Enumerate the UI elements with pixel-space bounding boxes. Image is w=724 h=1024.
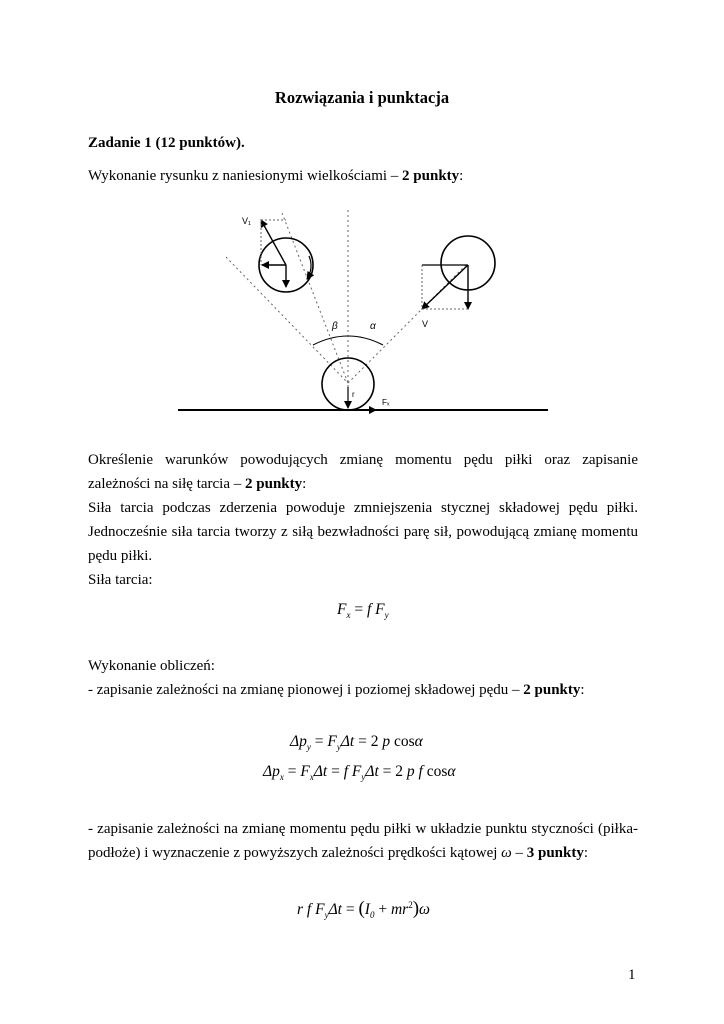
- page-title: Rozwiązania i punktacja: [274, 88, 450, 107]
- item-angular-dash: –: [511, 845, 527, 861]
- item-angular-colon: :: [583, 845, 589, 861]
- item-momentum-text: - zapisanie zależności na zmianę pionowej i poziomej składowej pędu –: [88, 682, 524, 698]
- equation-angular: r f $F_y\Delta t = (I_0 + mr^2)\omega$: [297, 898, 430, 921]
- page-number: 1: [628, 967, 636, 983]
- label-alpha: α: [370, 321, 376, 332]
- label-beta: β: [332, 321, 338, 332]
- equation-py: $\Delta p_y = F_y\Delta t = 2$ p cosα: [290, 733, 423, 753]
- item-conditions-colon: :: [302, 476, 307, 492]
- item-angular-points: 3 punkty: [526, 845, 584, 861]
- label-fx: Fₓ: [382, 398, 390, 407]
- item-drawing: [88, 164, 638, 188]
- label-v1: V₁: [242, 216, 252, 226]
- label-r: r: [352, 390, 355, 399]
- item-angular: [88, 817, 638, 865]
- physics-figure: [170, 205, 560, 427]
- friction-label: Siła tarcia:: [88, 572, 153, 588]
- equation-friction: $F_x = f$ $F_y$: [337, 601, 389, 621]
- item-angular-text: - zapisanie zależności na zmianę momentu pędu piłki w układzie punktu styczności (piłka-podłoże) i wyznaczenie z powyższych zależności prędkości kątowej: [88, 821, 638, 861]
- item-conditions-text: Określenie warunków powodujących zmianę momentu pędu piłki oraz zapisanie zależności na siłę tarcia –: [88, 452, 638, 492]
- item-momentum-points: 2 punkty: [523, 682, 581, 698]
- equation-px: $\Delta p_x = F_x\Delta t = f$ $F_y\Delta t = 2$ p f cosα: [263, 763, 456, 783]
- item-drawing-points: 2 punkty: [402, 168, 460, 184]
- v-vector: [422, 265, 468, 309]
- calc-heading: Wykonanie obliczeń:: [88, 658, 215, 674]
- label-v: V: [422, 319, 429, 329]
- item-momentum-colon: :: [580, 682, 585, 698]
- incoming-path: [226, 257, 348, 383]
- item-conditions-points: 2 punkty: [245, 476, 303, 492]
- task-heading: Zadanie 1 (12 punktów).: [88, 135, 245, 151]
- item-conditions: [88, 448, 638, 496]
- friction-explanation: Siła tarcia podczas zderzenia powoduje zmniejszenia stycznej składowej pędu piłki. Jednocześnie siła tarcia tworzy z siłą bezwładności parę sił, powodującą zmianę momentu pędu piłki.: [88, 500, 638, 564]
- item-drawing-colon: :: [459, 168, 464, 184]
- item-momentum: [88, 678, 638, 702]
- item-drawing-text: Wykonanie rysunku z naniesionymi wielkościami –: [88, 168, 403, 184]
- omega-symbol: ω: [501, 845, 512, 861]
- v1-vector: [261, 220, 286, 265]
